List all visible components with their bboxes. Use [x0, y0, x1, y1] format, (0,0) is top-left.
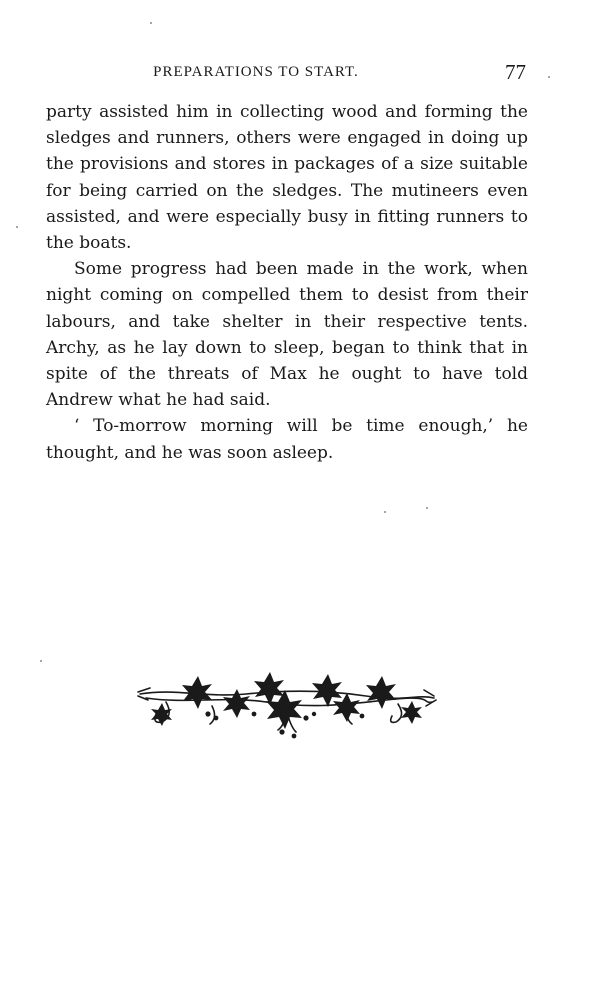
paragraph-continuation: party assisted him in collecting wood and forming the sledges and runners, others were engaged in doing up the provisions and stores in packages of a size suitable for being carried on the sledges. The mutineers even assisted, and were especially busy in fitting runners to the boats. [46, 102, 528, 254]
paragraph-tomorrow: ‘ To-morrow morning will be time enough,’ he thought, and he was soon asleep. [46, 416, 528, 463]
paper-speck [16, 226, 18, 228]
ivy-vine-tailpiece-icon [136, 668, 438, 750]
paragraph-progress: Some progress had been made in the work, when night coming on compelled them to desist from their labours, and take shelter in their respective tents. Archy, as he lay down to sleep, began to think that in spite of the threats of Max he ought to have told Andrew what he had said. [46, 259, 528, 411]
running-head [46, 60, 526, 88]
body-text [46, 99, 528, 466]
paper-speck [40, 660, 42, 662]
paper-speck [384, 511, 386, 513]
page-number: 77 [505, 60, 526, 84]
paper-speck [426, 507, 428, 509]
paper-speck [150, 22, 152, 24]
running-title: PREPARATIONS TO START. [153, 64, 359, 80]
paper-speck [548, 76, 550, 78]
